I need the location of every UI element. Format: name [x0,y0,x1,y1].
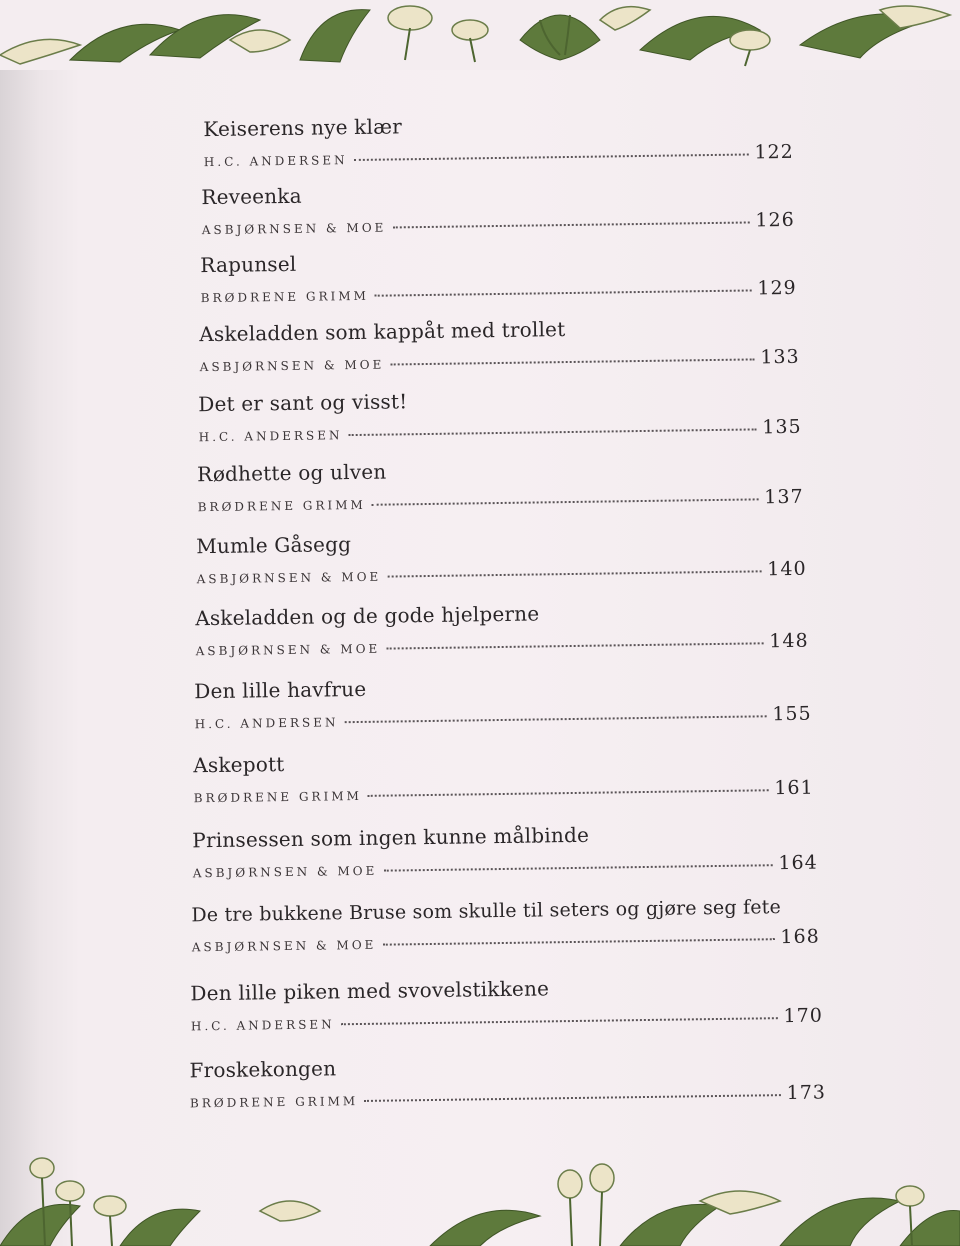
story-title: Askeladden som kappåt med trollet [199,317,566,347]
toc-entry [194,671,812,740]
story-author: ASBJØRNSEN & MOE [191,937,377,955]
page-number: 148 [769,629,809,653]
toc-entry [191,896,820,965]
leader-dots [344,715,766,723]
story-title: Den lille havfrue [194,676,367,704]
toc-entry [197,454,804,522]
toc-entry [201,177,795,245]
story-author: H.C. ANDERSEN [198,428,343,445]
toc-entry [198,384,802,452]
leader-dots [372,498,759,505]
story-author: ASBJØRNSEN & MOE [195,641,381,659]
story-author: BRØDRENE GRIMM [200,288,369,306]
leader-dots [382,938,774,945]
page-number: 137 [764,485,804,509]
story-title: Mumle Gåsegg [196,532,352,559]
page-number: 122 [754,140,794,164]
toc-entry [199,314,800,382]
leader-dots [364,1094,781,1102]
toc-entry [189,1050,826,1119]
mushroom-border-icon [0,1156,960,1246]
story-author: ASBJØRNSEN & MOE [201,220,387,238]
story-author: ASBJØRNSEN & MOE [192,863,378,881]
toc-entry [195,598,809,667]
leader-dots [383,864,772,871]
story-title: Rapunsel [200,251,297,278]
leader-dots [341,1017,778,1025]
page-number: 170 [783,1004,823,1028]
page-number: 173 [786,1081,827,1105]
story-title: Askeladden og de gode hjelperne [195,601,540,631]
toc-entry [192,820,818,889]
toc-entry [193,745,814,814]
story-author: H.C. ANDERSEN [194,715,339,732]
page-number: 155 [772,702,812,726]
page-number: 135 [762,415,802,439]
toc-entry [203,109,794,177]
story-title: Det er sant og visst! [198,389,408,417]
toc-entry [196,526,807,595]
story-author: H.C. ANDERSEN [203,153,348,170]
leader-dots [390,358,754,365]
leader-dots [375,289,752,296]
story-author: ASBJØRNSEN & MOE [196,569,382,587]
leader-dots [386,642,763,649]
story-title: Froskekongen [189,1056,337,1083]
story-title: Askepott [193,752,285,778]
page-number: 140 [767,557,807,581]
page-number: 129 [757,276,797,300]
story-title: Keiserens nye klær [203,114,403,142]
story-author: BRØDRENE GRIMM [189,1094,359,1111]
story-title: Rødhette og ulven [197,459,387,487]
leader-dots [392,221,749,228]
story-title: De tre bukkene Bruse som skulle til seters og gjøre seg fete [191,896,782,927]
page-number: 126 [755,208,795,232]
story-author: BRØDRENE GRIMM [197,497,366,515]
page-number: 161 [774,776,814,800]
story-title: Reveenka [201,183,302,210]
page-number: 133 [760,345,800,369]
page-number: 164 [778,851,818,875]
leader-dots [368,789,769,797]
story-title: Den lille piken med svovelstikkene [190,976,550,1006]
leader-dots [354,153,749,161]
story-author: ASBJØRNSEN & MOE [199,357,385,375]
story-title: Prinsessen som ingen kunne målbinde [192,822,590,853]
leader-dots [348,428,756,436]
page-number: 168 [780,925,820,949]
toc-entry [190,973,823,1042]
story-author: H.C. ANDERSEN [190,1017,335,1034]
leader-dots [387,570,761,577]
toc-entry [200,245,797,313]
story-author: BRØDRENE GRIMM [193,788,362,806]
bottom-ornament-border [0,1156,960,1246]
